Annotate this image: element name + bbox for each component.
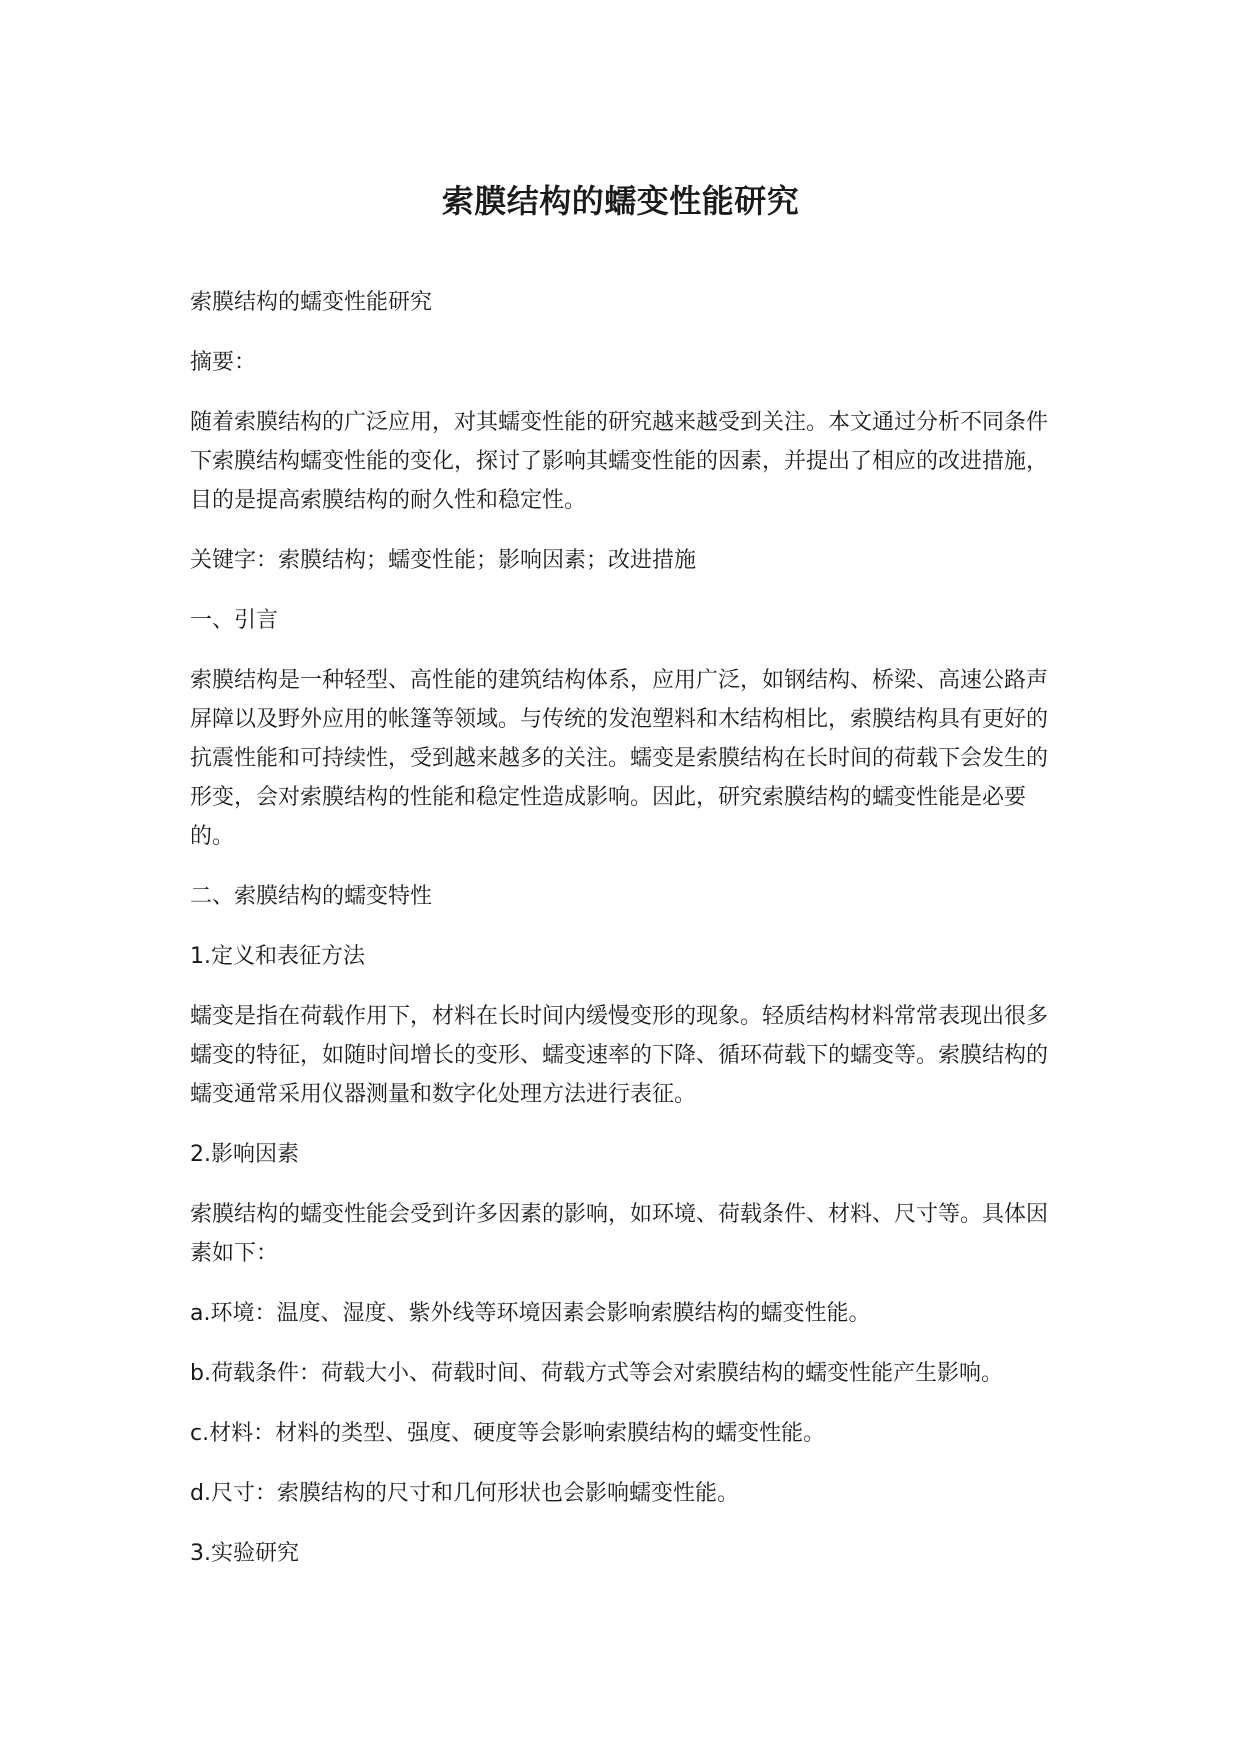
heading-creep-characteristics: 二、索膜结构的蠕变特性: [190, 884, 433, 909]
list-item-size: d.尺寸：索膜结构的尺寸和几何形状也会影响蠕变性能。: [190, 1481, 739, 1506]
subheading-factors: 2.影响因素: [190, 1142, 299, 1167]
subheading-experiment: 3.实验研究: [190, 1541, 299, 1566]
document-body: [190, 283, 1052, 1594]
paragraph-definition: 蠕变是指在荷载作用下，材料在长时间内缓慢变形的现象。轻质结构材料常常表现出很多蠕变的特征，如随时间增长的变形、蠕变速率的下降、循环荷载下的蠕变等。索膜结构的蠕变通常采用仪器测量和数字化处理方法进行表征。: [190, 1004, 1049, 1107]
paragraph-repeated-title: 索膜结构的蠕变性能研究: [190, 290, 433, 315]
list-item-load: b.荷载条件：荷载大小、荷载时间、荷载方式等会对索膜结构的蠕变性能产生影响。: [190, 1361, 1003, 1386]
list-item-material: c.材料：材料的类型、强度、硬度等会影响索膜结构的蠕变性能。: [190, 1421, 826, 1446]
list-item-environment: a.环境：温度、湿度、紫外线等环境因素会影响索膜结构的蠕变性能。: [190, 1301, 871, 1326]
paragraph-abstract-label: 摘要：: [190, 350, 257, 375]
paragraph-abstract: 随着索膜结构的广泛应用，对其蠕变性能的研究越来越受到关注。本文通过分析不同条件下索膜结构蠕变性能的变化，探讨了影响其蠕变性能的因素，并提出了相应的改进措施，目的是提高索膜结构的耐久性和稳定性。: [190, 410, 1049, 513]
paragraph-introduction: 索膜结构是一种轻型、高性能的建筑结构体系，应用广泛，如钢结构、桥梁、高速公路声屏障以及野外应用的帐篷等领域。与传统的发泡塑料和木结构相比，索膜结构具有更好的抗震性能和可持续性，受到越来越多的关注。蠕变是索膜结构在长时间的荷载下会发生的形变，会对索膜结构的性能和稳定性造成影响。因此，研究索膜结构的蠕变性能是必要的。: [190, 668, 1049, 849]
paragraph-factors: 索膜结构的蠕变性能会受到许多因素的影响，如环境、荷载条件、材料、尺寸等。具体因素如下：: [190, 1202, 1049, 1266]
subheading-definition: 1.定义和表征方法: [190, 944, 365, 969]
paragraph-keywords: 关键字：索膜结构；蠕变性能；影响因素；改进措施: [190, 548, 697, 573]
document-title: 索膜结构的蠕变性能研究: [441, 182, 800, 220]
heading-introduction: 一、引言: [190, 608, 279, 633]
